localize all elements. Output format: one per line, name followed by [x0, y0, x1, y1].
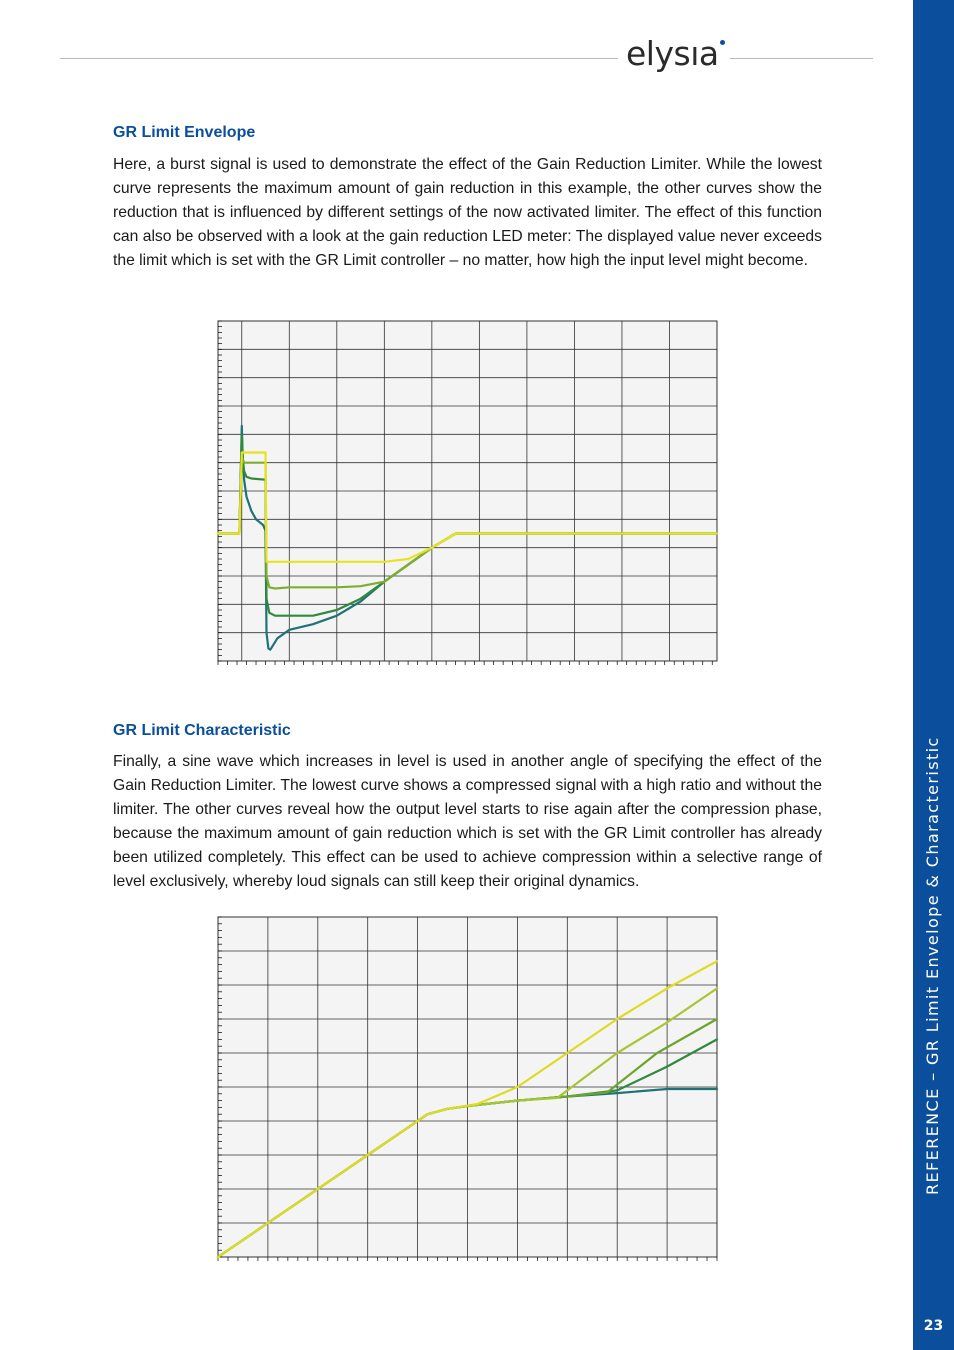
sidebar-title-text: REFERENCE – GR Limit Envelope & Characteristic [923, 736, 942, 1195]
chart-gr-limit-envelope [150, 312, 770, 682]
section-body-characteristic: Finally, a sine wave which increases in level is used in another angle of specifying the effect of the Gain Reduction Limiter. The lowest curve shows a compressed signal with a high ratio and without the limiter. The other curves reveal how the output level starts to rise again after the compression phase, because the maximum amount of gain reduction which is set with the GR Limit controller has already been utilized completely. This effect can be used to achieve compression within a selective range of level exclusively, whereby loud signals can still keep their original dynamics. [113, 753, 822, 890]
header-rule-left [60, 58, 618, 59]
logo-dot-icon [720, 40, 725, 45]
chart-gr-limit-characteristic [150, 908, 770, 1278]
page-number: 23 [923, 1318, 944, 1334]
section-heading-envelope: GR Limit Envelope [113, 124, 256, 141]
header-rule-right [730, 58, 873, 59]
section-heading-characteristic: GR Limit Characteristic [113, 722, 291, 739]
section-body-envelope: Here, a burst signal is used to demonstrate the effect of the Gain Reduction Limiter. While the lowest curve represents the maximum amount of gain reduction in this example, the other curves show the reduction that is influenced by different settings of the now activated limiter. The effect of this function can also be observed with a look at the gain reduction LED meter: The displayed value never exceeds the limit which is set with the GR Limit controller – no matter, how high the input level might become. [113, 156, 822, 269]
sidebar-title [913, 736, 942, 1195]
elysia-logo: elysıa [626, 34, 719, 73]
